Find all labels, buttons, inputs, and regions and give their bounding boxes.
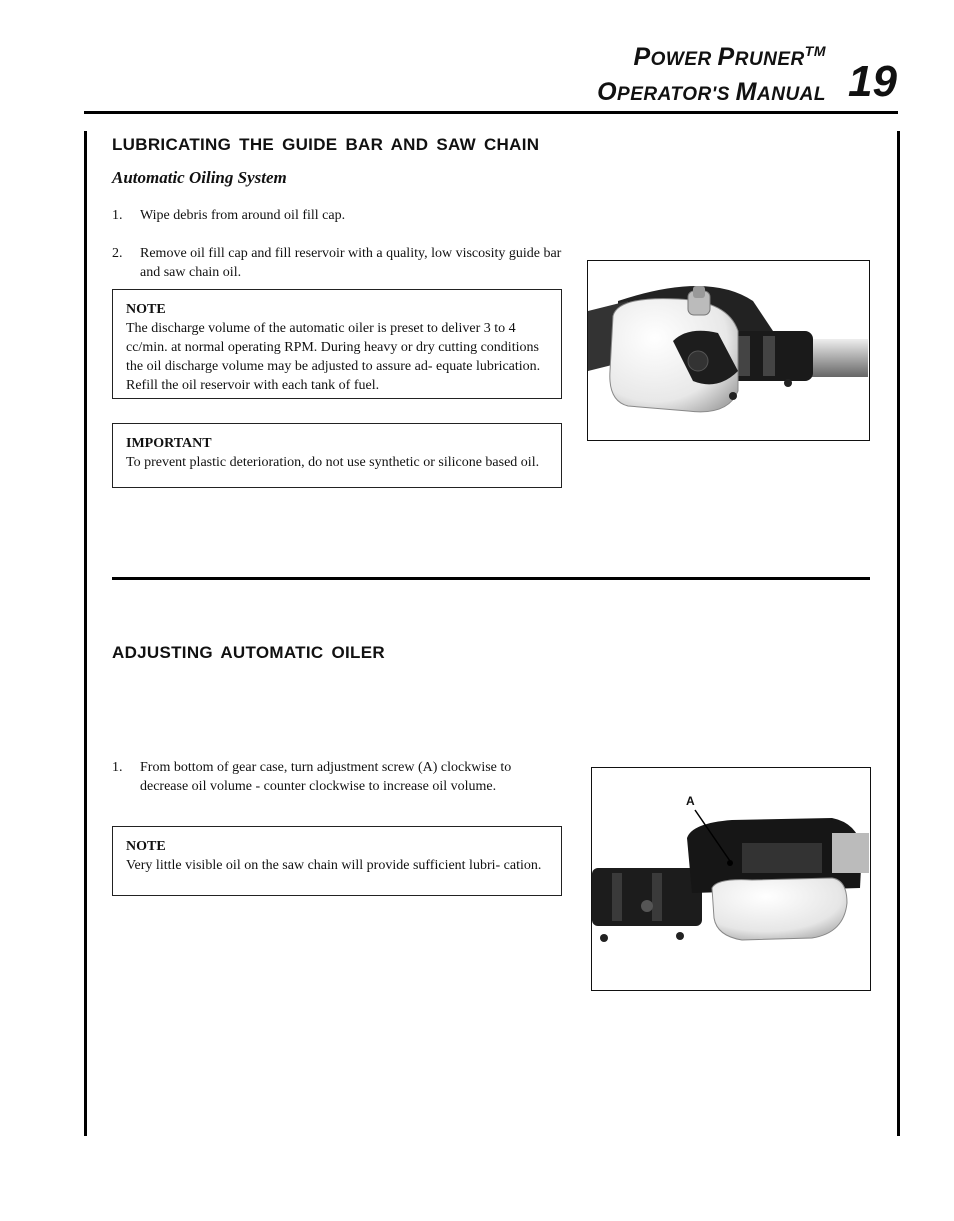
right-margin-rule [897, 131, 900, 1136]
manual-title-line2: OPERATOR'S MANUAL [597, 78, 826, 106]
section-heading-lubricating: LUBRICATING THE GUIDE BAR AND SAW CHAIN [112, 135, 540, 154]
photo-label-screw-a: A [686, 794, 695, 808]
note-label: NOTE [126, 302, 166, 317]
section-divider-rule [112, 577, 870, 580]
header-rule [84, 111, 898, 114]
step-1-wipe-debris: 1. Wipe debris from around oil fill cap. [112, 208, 346, 223]
important-text: To prevent plastic deterioration, do not use synthetic or silicone based oil. [126, 455, 540, 470]
note-text: The discharge volume of the automatic oiler is preset to deliver 3 to 4 cc/min. at normal operating RPM. During heavy or dry cutting conditions the oil discharge volume may be adjusted to assure ad- equate lubrication. Refill the oil reservoir with each tank of fuel. [126, 321, 541, 393]
photo-oil-fill-cap [587, 260, 870, 441]
note-text: Very little visible oil on the saw chain will provide sufficient lubri- cation. [126, 858, 542, 873]
important-box-plastic [112, 423, 562, 488]
step-1-adjustment-screw: 1. From bottom of gear case, turn adjustment screw (A) clockwise to decrease oil volume - counter clockwise to increase oil volume. [112, 760, 512, 794]
photo-gear-case-adjustment [591, 767, 871, 991]
section-heading-adjusting-oiler: ADJUSTING AUTOMATIC OILER [112, 643, 385, 662]
trademark-mark: TM [804, 43, 826, 59]
note-box-discharge-volume [112, 289, 562, 399]
note-label: NOTE [126, 839, 166, 854]
important-label: IMPORTANT [126, 436, 212, 451]
left-margin-rule [84, 131, 87, 1136]
page-number: 19 [848, 57, 897, 106]
step-2-fill-reservoir: 2. Remove oil fill cap and fill reservoir with a quality, low viscosity guide bar and saw chain oil. [112, 246, 562, 280]
subheading-automatic-oiling: Automatic Oiling System [112, 168, 287, 187]
manual-title-line1: POWER PRUNER™ [633, 43, 826, 71]
note-box-visible-oil [112, 826, 562, 896]
